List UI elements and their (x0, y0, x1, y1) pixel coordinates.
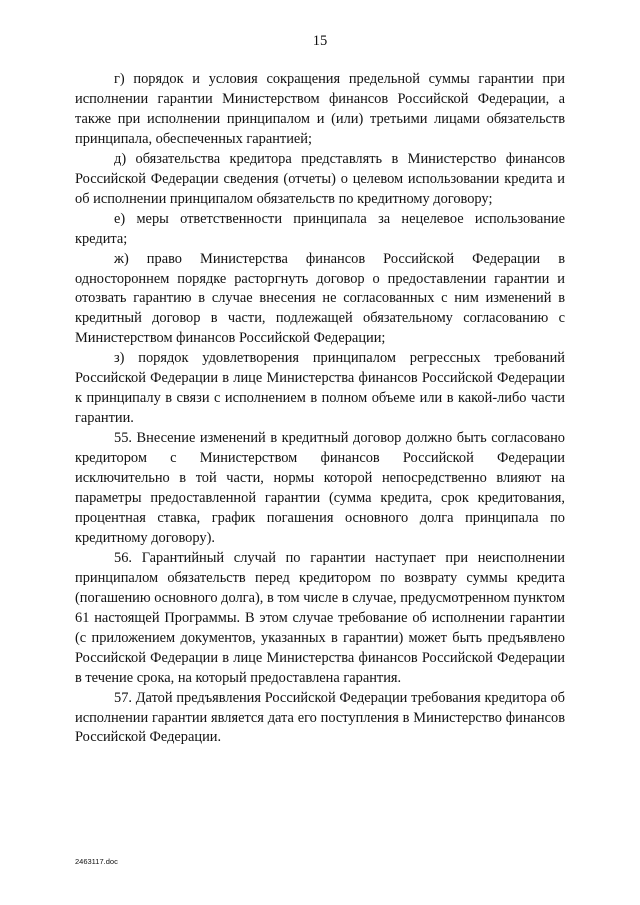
document-body (75, 70, 565, 748)
paragraph-d: д) обязательства кредитора представлять в Министерство финансов Российской Федерации сведения (отчеты) о целевом использовании кредита и об исполнении принципалом обязательств по кредитному договору; (75, 150, 565, 207)
paragraph-55: 55. Внесение изменений в кредитный договор должно быть согласовано кредитором с Министерством финансов Российской Федерации исключительно в той части, нормы которой непосредственно влияют на параметры предоставленной гарантии (сумма кредита, срок кредитования, процентная ставка, график погашения основного долга принципала по кредитному договору). (75, 430, 565, 546)
document-file-code: 2463117.doc (75, 857, 118, 866)
paragraph-e: е) меры ответственности принципала за нецелевое использование кредита; (75, 210, 565, 247)
page-number: 15 (312, 33, 328, 49)
paragraph-zh: ж) право Министерства финансов Российской Федерации в одностороннем порядке расторгнуть договор о предоставлении гарантии и отозвать гарантию в случае внесения не согласованных с ним изменений в кредитный договор в части, подлежащей обязательному согласованию с Министерством финансов Российской Федерации; (75, 250, 565, 347)
paragraph-g: г) порядок и условия сокращения предельной суммы гарантии при исполнении гарантии Министерством финансов Российской Федерации, а также при исполнении принципалом и (или) третьими лицами обязательств принципала, обеспеченных гарантией; (75, 71, 565, 147)
paragraph-56: 56. Гарантийный случай по гарантии наступает при неисполнении принципалом обязательств перед кредитором по возврату суммы кредита (погашению основного долга), в том числе в случае, предусмотренном пунктом 61 настоящей Программы. В этом случае требование об исполнении гарантии (с приложением документов, указанных в гарантии) может быть предъявлено Российской Федерации в лице Министерства финансов Российской Федерации в течение срока, на который предоставлена гарантия. (75, 549, 565, 686)
paragraph-z: з) порядок удовлетворения принципалом регрессных требований Российской Федерации в лице Министерства финансов Российской Федерации к принципалу в связи с исполнением в полном объеме или в какой-либо части гарантии. (75, 350, 565, 427)
paragraph-57: 57. Датой предъявления Российской Федерации требования кредитора об исполнении гарантии является дата его поступления в Министерство финансов Российской Федерации. (75, 689, 565, 746)
